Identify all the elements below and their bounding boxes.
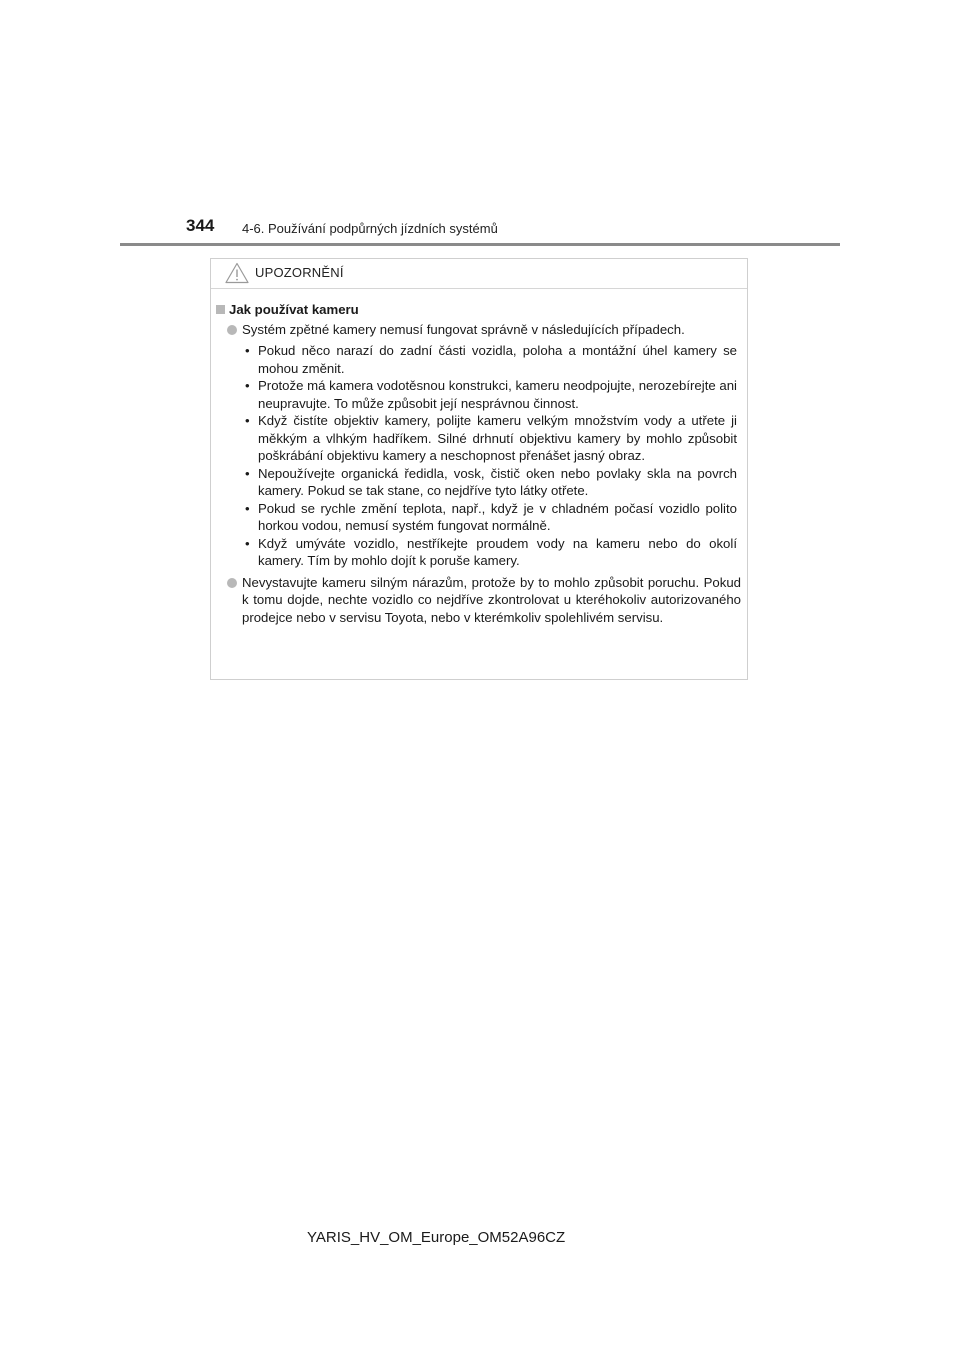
dot-icon xyxy=(227,578,237,588)
warning-label: UPOZORNĚNÍ xyxy=(255,265,344,280)
list-item xyxy=(215,342,741,377)
list-item xyxy=(215,500,741,535)
warning-box xyxy=(210,258,748,680)
square-icon xyxy=(216,305,225,314)
list-item-text: Když čistíte objektiv kamery, polijte kameru velkým množstvím vody a utřete ji měkkým a vlhkým hadříkem. Silné drhnutí objektivu kamery by mohlo způsobit poškrábání objektivu kamery a neschopnost přenášet jasný obraz. xyxy=(258,413,737,463)
list-item-text: Nepoužívejte organická ředidla, vosk, čistič oken nebo povlaky skla na povrch kamery. Pokud se tak stane, co nejdříve tyto látky otřete. xyxy=(258,465,737,498)
list-item-text: Protože má kamera vodotěsnou konstrukci, kameru neodpojujte, nerozebírejte ani neupravujte. To může způsobit její nesprávnou činnost. xyxy=(258,378,737,411)
header-rule xyxy=(120,243,840,246)
list-item xyxy=(215,465,741,500)
page-number: 344 xyxy=(186,216,215,235)
warning-subheading xyxy=(215,301,741,319)
document-code: YARIS_HV_OM_Europe_OM52A96CZ xyxy=(307,1229,566,1246)
section-title: 4-6. Používání podpůrných jízdních systémů xyxy=(242,221,498,236)
subheading-text: Jak používat kameru xyxy=(229,302,359,317)
bullet-text: Systém zpětné kamery nemusí fungovat správně v následujících případech. xyxy=(242,321,685,337)
list-item-text: Když umýváte vozidlo, nestříkejte proudem vody na kameru nebo do okolí kamery. Tím by mohlo dojít k poruše kamery. xyxy=(258,535,737,568)
list-marker: • xyxy=(245,343,250,358)
warning-body xyxy=(211,289,747,626)
list-item xyxy=(215,535,741,570)
list-marker: • xyxy=(245,413,250,428)
sub-list xyxy=(215,342,741,570)
bullet-item xyxy=(215,574,741,627)
list-item xyxy=(215,412,741,465)
warning-header xyxy=(211,259,747,289)
list-item-text: Pokud něco narazí do zadní části vozidla, poloha a montážní úhel kamery se mohou změnit. xyxy=(258,343,737,376)
warning-triangle-icon xyxy=(225,262,249,284)
list-item-text: Pokud se rychle změní teplota, např., když je v chladném počasí vozidlo polito horkou vodou, nemusí systém fungovat normálně. xyxy=(258,500,737,533)
list-marker: • xyxy=(245,465,250,481)
dot-icon xyxy=(227,325,237,335)
list-marker: • xyxy=(245,500,250,516)
list-marker: • xyxy=(245,378,250,393)
list-marker: • xyxy=(245,535,250,551)
list-item xyxy=(215,377,741,412)
bullet-item xyxy=(215,321,741,339)
bullet-text: Nevystavujte kameru silným nárazům, protože by to mohlo způsobit poruchu. Pokud k tomu dojde, nechte vozidlo co nejdříve zkontrolovat u kteréhokoliv autorizovaného prodejce nebo v servisu Toyota, nebo v kterémkoliv spolehlivém servisu. xyxy=(242,574,741,625)
